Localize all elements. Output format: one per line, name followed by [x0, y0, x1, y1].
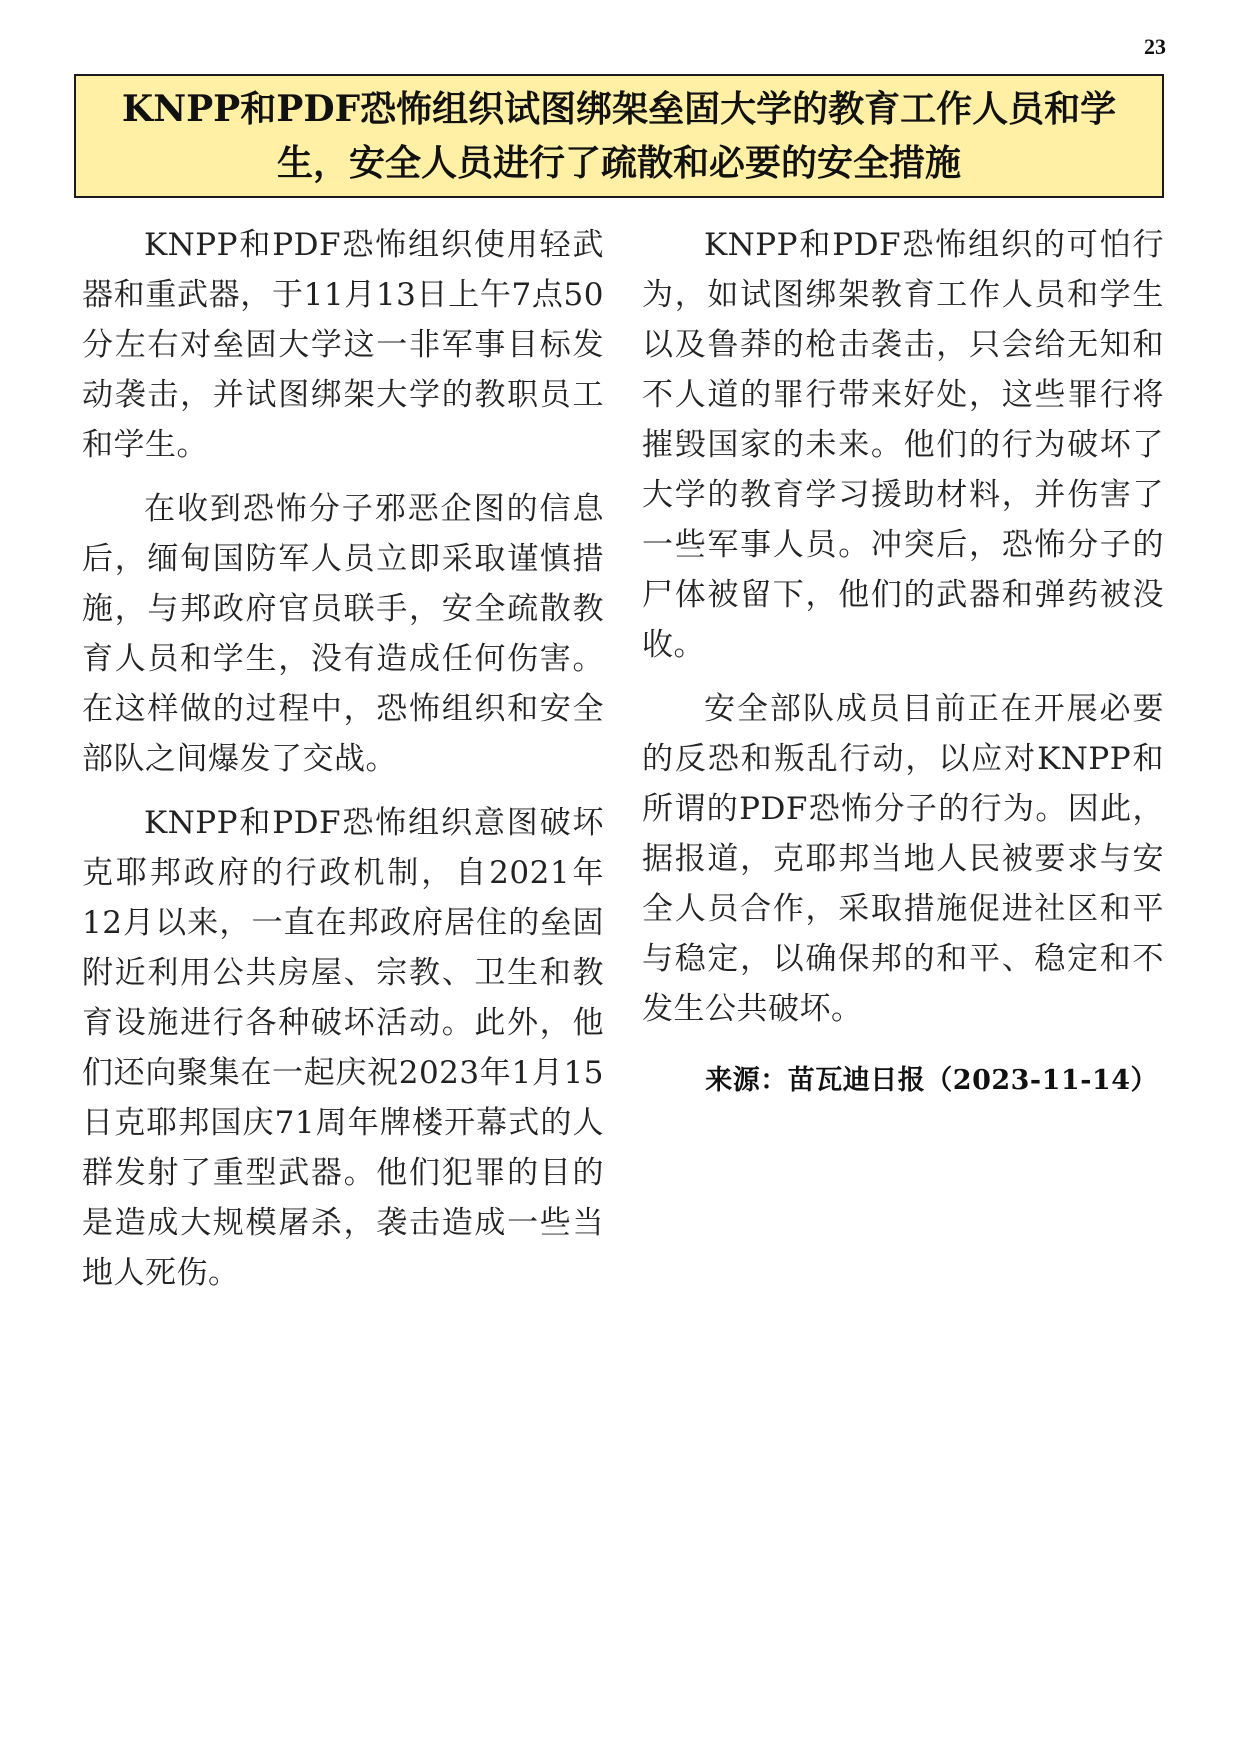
paragraph: KNPP和PDF恐怖组织使用轻武器和重武器，于11月13日上午7点50分左右对垒固大学这一非军事目标发动袭击，并试图绑架大学的教职员工和学生。 [82, 227, 604, 463]
right-column [642, 220, 1164, 1120]
left-column [82, 220, 604, 1312]
source-credit: 来源：苗瓦迪日报（2023-11-14） [705, 1065, 1158, 1096]
article-headline: KNPP和PDF恐怖组织试图绑架垒固大学的教育工作人员和学生，安全人员进行了疏散和必要的安全措施 [121, 88, 1117, 184]
paragraph: 安全部队成员目前正在开展必要的反恐和叛乱行动，以应对KNPP和所谓的PDF恐怖分子的行为。因此，据报道，克耶邦当地人民被要求与安全人员合作，采取措施促进社区和平与稳定，以确保邦的和平、稳定和不发生公共破坏。 [642, 691, 1164, 1027]
paragraph: KNPP和PDF恐怖组织的可怕行为，如试图绑架教育工作人员和学生以及鲁莽的枪击袭击，只会给无知和不人道的罪行带来好处，这些罪行将摧毁国家的未来。他们的行为破坏了大学的教育学习援助材料，并伤害了一些军事人员。冲突后，恐怖分子的尸体被留下，他们的武器和弹药被没收。 [642, 227, 1164, 663]
paragraph: KNPP和PDF恐怖组织意图破坏克耶邦政府的行政机制，自2021年12月以来，一直在邦政府居住的垒固附近利用公共房屋、宗教、卫生和教育设施进行各种破坏活动。此外，他们还向聚集在一起庆祝2023年1月15日克耶邦国庆71周年牌楼开幕式的人群发射了重型武器。他们犯罪的目的是造成大规模屠杀，袭击造成一些当地人死伤。 [82, 805, 604, 1291]
headline-box [74, 74, 1164, 198]
page-number: 23 [1144, 34, 1166, 59]
paragraph: 在收到恐怖分子邪恶企图的信息后，缅甸国防军人员立即采取谨慎措施，与邦政府官员联手，安全疏散教育人员和学生，没有造成任何伤害。在这样做的过程中，恐怖组织和安全部队之间爆发了交战。 [82, 491, 604, 777]
